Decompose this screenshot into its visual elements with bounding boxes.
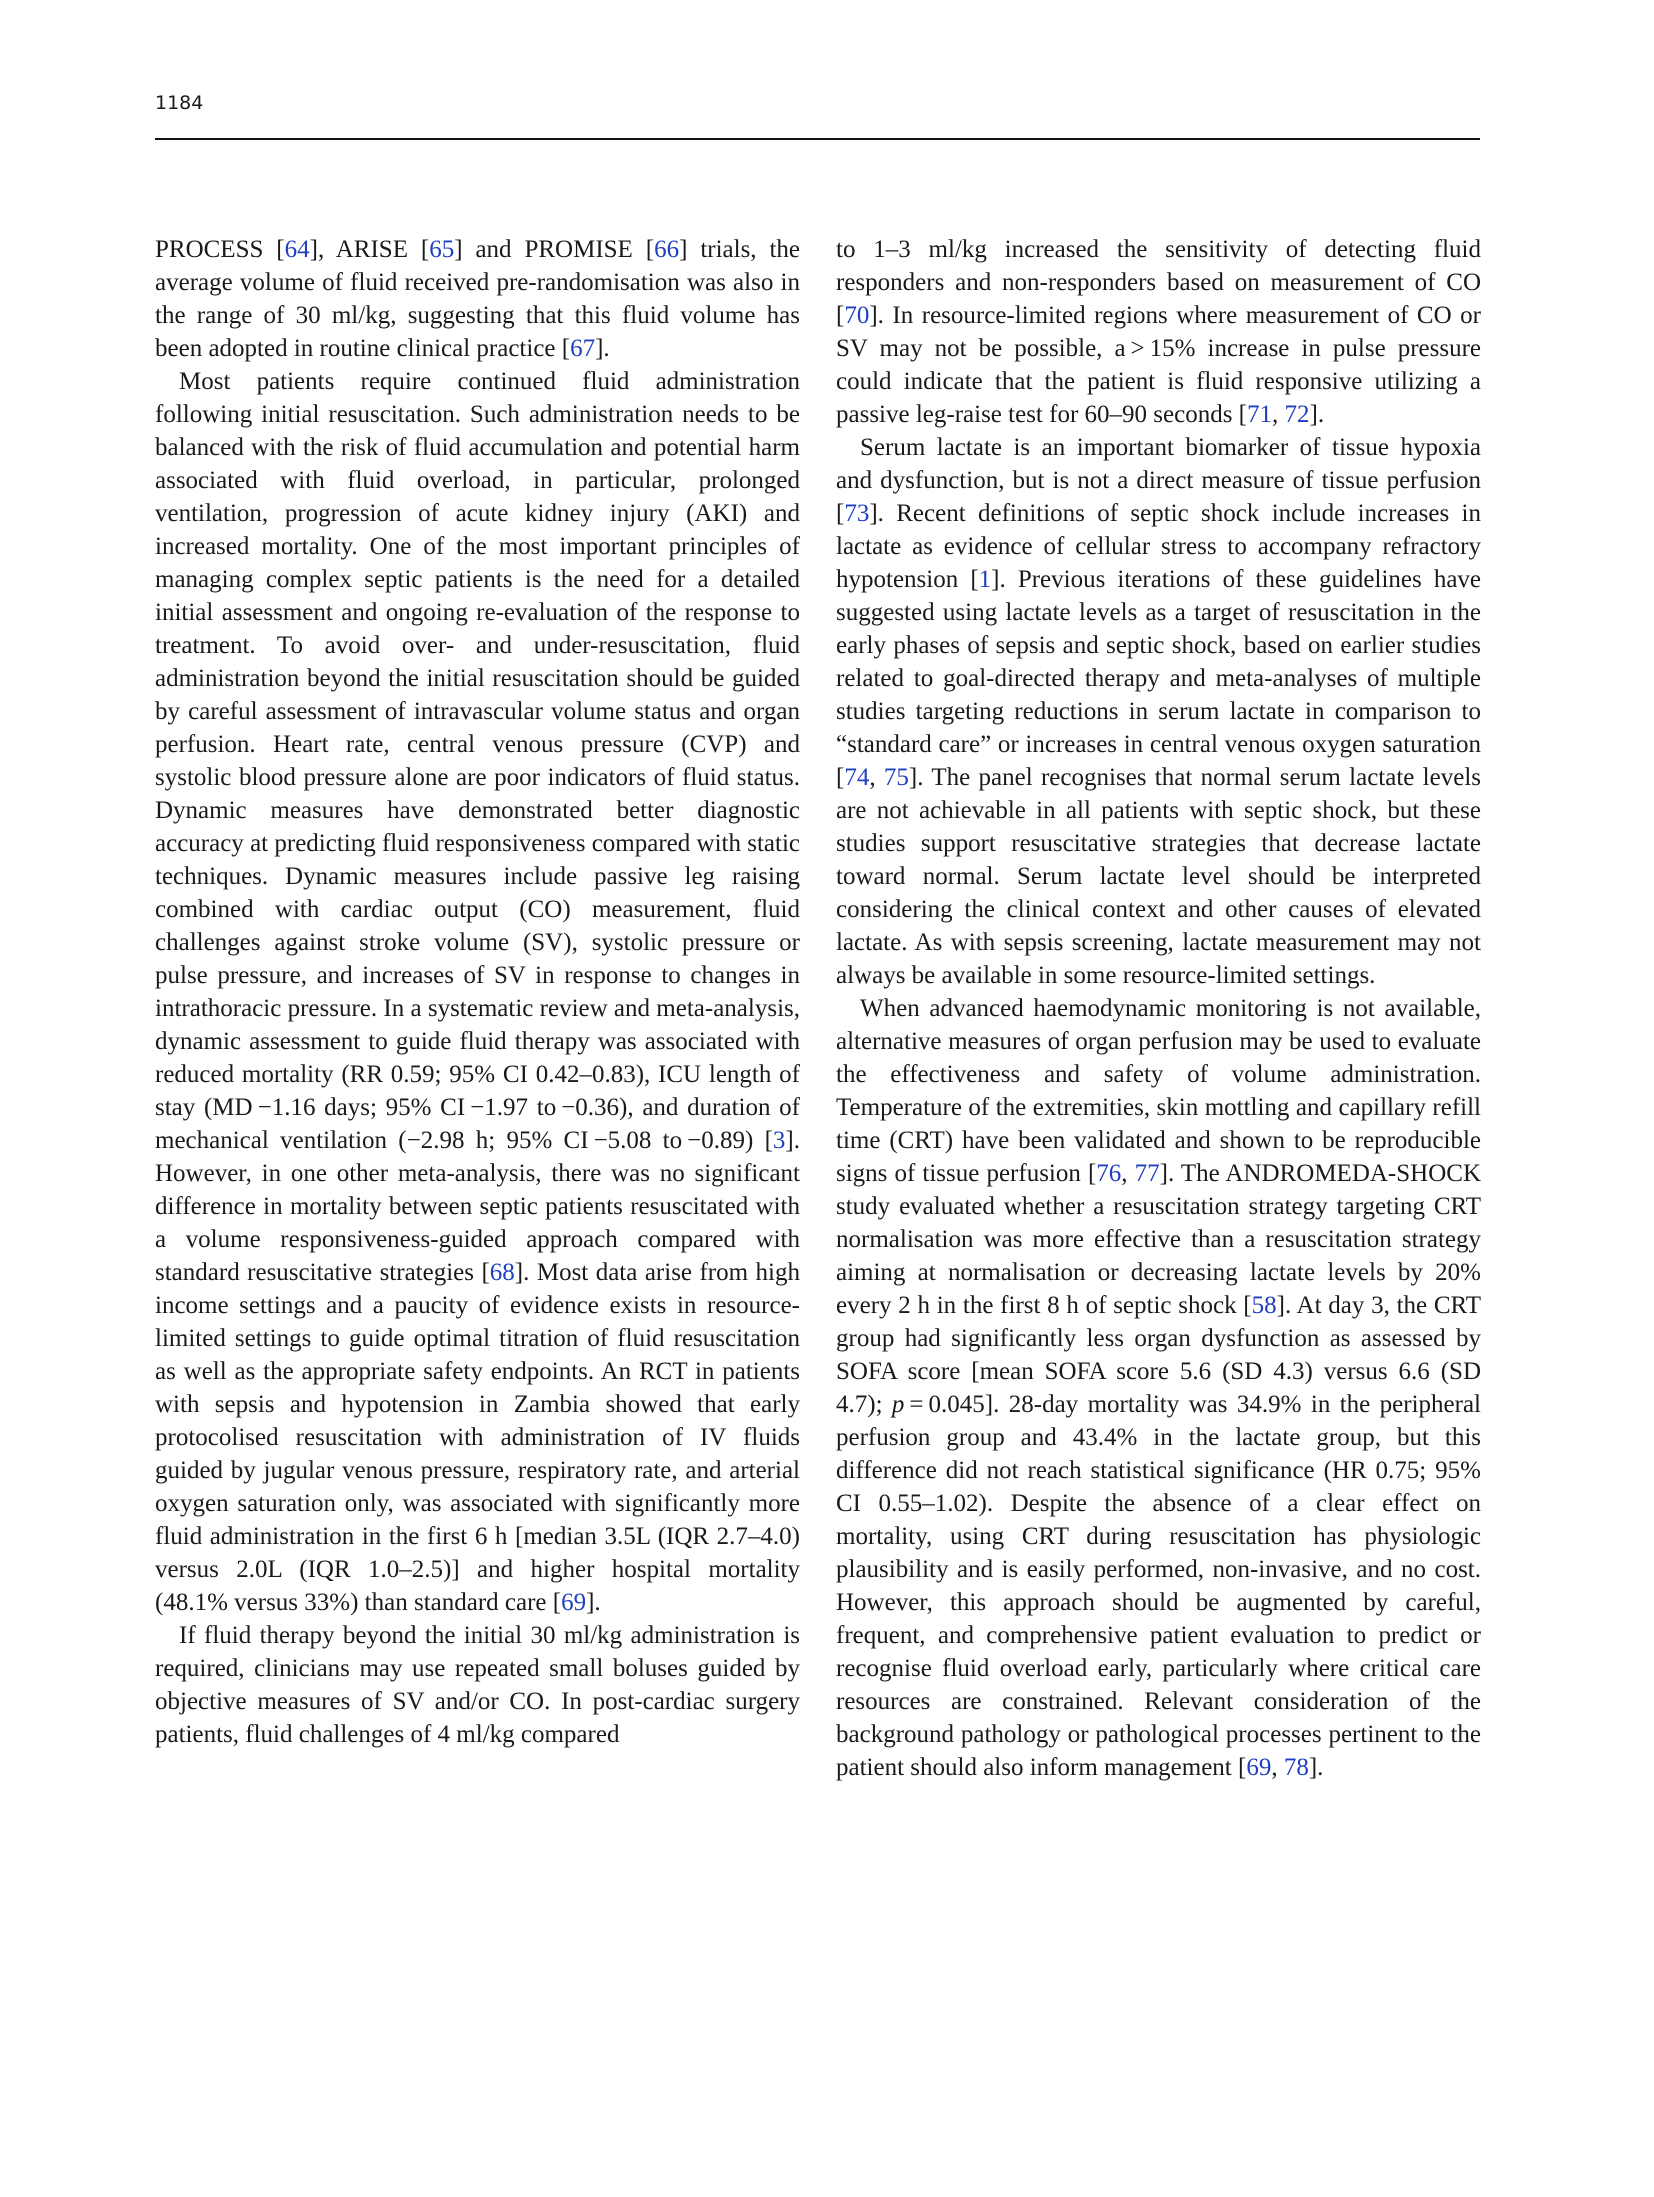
text-run: ]. The ANDROMEDA-SHOCK study evaluated whether a resuscitation strategy targeting CRT normalisation was more effective than a resuscitation strategy aiming at normalisation or decreasing lactate levels by 20% every 2 h in the first 8 h of septic shock [ (836, 1160, 1482, 1319)
citation-link[interactable]: 73 (844, 500, 870, 527)
page-number: 1184 (155, 92, 204, 114)
text-run: , (1271, 1754, 1284, 1781)
citation-link[interactable]: 67 (570, 335, 596, 362)
text-run: ]. The panel recognises that normal serum lactate levels are not achievable in all patients with septic shock, but these studies support resuscitative strategies that decrease lactate toward normal. Serum lactate level should be interpreted considering the clinical context and other causes of elevated lactate. As with sepsis screening, lactate measurement may not always be available in some resource-limited settings. (836, 764, 1481, 989)
citation-link[interactable]: 70 (844, 302, 870, 329)
p-value-symbol: p (891, 1391, 905, 1418)
citation-link[interactable]: 76 (1096, 1160, 1122, 1187)
header-rule (155, 138, 1480, 140)
text-run: ]. In resource-limited regions where measurement of CO or SV may not be possible, a > 15% increase in pulse pressure could indicate that the patient is fluid responsive utilizing a passive leg-raise test for 60–90 seconds [ (836, 302, 1481, 428)
text-run: ]. (595, 335, 610, 362)
text-run: ]. (1309, 401, 1325, 428)
citation-link[interactable]: 66 (654, 236, 680, 263)
text-run: PROCESS [ (155, 236, 285, 263)
text-run: ]. (1308, 1754, 1324, 1781)
right-column (836, 233, 1481, 1784)
citation-link[interactable]: 72 (1284, 401, 1310, 428)
text-run: ]. However, in one other meta-analysis, there was no significant difference in mortality between septic patients resuscitated with a volume responsiveness-guided approach compared with standard resuscitative strategies [ (155, 1127, 800, 1286)
citation-link[interactable]: 69 (1246, 1754, 1272, 1781)
paragraph (836, 992, 1481, 1784)
text-run: When advanced haemodynamic monitoring is not available, alternative measures of organ perfusion may be used to evaluate the effectiveness and safety of volume administration. Temperature of the extremities, skin mottling and capillary refill time (CRT) have been validated and shown to be reproducible signs of tissue perfusion [ (836, 995, 1481, 1187)
text-run: Serum lactate is an important biomarker of tissue hypoxia and dysfunction, but is not a direct measure of tissue perfusion [ (836, 434, 1481, 527)
text-run: Most patients require continued fluid administration following initial resuscitation. Such administration needs to be balanced with the risk of fluid accumulation and potential harm associated with fluid overload, in particular, prolonged ventilation, progression of acute kidney injury (AKI) and increased mortality. One of the most important principles of managing complex septic patients is the need for a detailed initial assessment and ongoing re-evaluation of the response to treatment. To avoid over- and under-resuscitation, fluid administration beyond the initial resuscitation should be guided by careful assessment of intravascular volume status and organ perfusion. Heart rate, central venous pressure (CVP) and systolic blood pressure alone are poor indicators of fluid status. Dynamic measures have demonstrated better diagnostic accuracy at predicting fluid responsiveness compared with static techniques. Dynamic measures include passive leg raising combined with cardiac output (CO) measurement, fluid challenges against stroke volume (SV), systolic pressure or pulse pressure, and increases of SV in response to changes in intrathoracic pressure. In a systematic review and meta-analysis, dynamic assessment to guide fluid therapy was associated with reduced mortality (RR 0.59; 95% CI 0.42–0.83), ICU length of stay (MD −1.16 days; 95% CI −1.97 to −0.36), and duration of mechanical ventilation (−2.98 h; 95% CI −5.08 to −0.89) [ (155, 368, 800, 1154)
text-run: , (1272, 401, 1285, 428)
paragraph (836, 431, 1481, 992)
citation-link[interactable]: 71 (1247, 401, 1272, 428)
citation-link[interactable]: 74 (844, 764, 870, 791)
paragraph (836, 233, 1481, 431)
text-run: If fluid therapy beyond the initial 30 ml/kg administration is required, clinicians may use repeated small boluses guided by objective measures of SV and/or CO. In post-cardiac surgery patients, fluid challenges of 4 ml/kg compared (155, 1622, 800, 1748)
text-run: = 0.045]. 28-day mortality was 34.9% in the peripheral perfusion group and 43.4% in the lactate group, but this difference did not reach statistical significance (HR 0.75; 95% CI 0.55–1.02). Despite the absence of a clear effect on mortality, using CRT during resuscitation has physiologic plausibility and is easily performed, non-invasive, and no cost. However, this approach should be augmented by careful, frequent, and comprehensive patient evaluation to predict or recognise fluid overload early, particularly where critical care resources are constrained. Relevant consideration of the background pathology or pathological processes pertinent to the patient should also inform management [ (836, 1391, 1481, 1781)
paragraph (155, 233, 800, 365)
citation-link[interactable]: 75 (883, 764, 909, 791)
citation-link[interactable]: 78 (1283, 1754, 1309, 1781)
citation-link[interactable]: 1 (978, 566, 992, 593)
citation-link[interactable]: 64 (284, 236, 310, 263)
paragraph (155, 1619, 800, 1751)
text-run: , (1121, 1160, 1135, 1187)
text-run: ]. At day 3, the CRT group had significantly less organ dysfunction as assessed by SOFA score [mean SOFA score 5.6 (SD 4.3) versus 6.6 (SD 4.7); (836, 1292, 1481, 1418)
citation-link[interactable]: 58 (1251, 1292, 1277, 1319)
citation-link[interactable]: 77 (1134, 1160, 1160, 1187)
text-run: to 1–3 ml/kg increased the sensitivity of detecting fluid responders and non-responders based on measurement of CO [ (836, 236, 1481, 329)
citation-link[interactable]: 69 (561, 1589, 587, 1616)
text-run: ]. Most data arise from high income settings and a paucity of evidence exists in resource-limited settings to guide optimal titration of fluid resuscitation as well as the appropriate safety endpoints. An RCT in patients with sepsis and hypotension in Zambia showed that early protocolised resuscitation with administration of IV fluids guided by jugular venous pressure, respiratory rate, and arterial oxygen saturation only, was associated with significantly more fluid administration in the first 6 h [median 3.5L (IQR 2.7–4.0) versus 2.0L (IQR 1.0–2.5)] and higher hospital mortality (48.1% versus 33%) than standard care [ (155, 1259, 800, 1616)
text-run: ], ARISE [ (309, 236, 430, 263)
paragraph (155, 365, 800, 1619)
citation-link[interactable]: 65 (429, 236, 455, 263)
text-run: ] and PROMISE [ (454, 236, 655, 263)
citation-link[interactable]: 3 (772, 1127, 786, 1154)
text-run: ]. Previous iterations of these guidelines have suggested using lactate levels as a target of resuscitation in the early phases of sepsis and septic shock, based on earlier studies related to goal-directed therapy and meta-analyses of multiple studies targeting reductions in serum lactate in comparison to “standard care” or increases in central venous oxygen saturation [ (836, 566, 1482, 791)
text-run: , (869, 764, 884, 791)
citation-link[interactable]: 68 (489, 1259, 515, 1286)
text-run: ]. Recent definitions of septic shock include increases in lactate as evidence of cellular stress to accompany refractory hypotension [ (836, 500, 1481, 593)
text-run: ]. (586, 1589, 601, 1616)
text-run: ] trials, the average volume of fluid received pre-randomisation was also in the range of 30 ml/kg, suggesting that this fluid volume has been adopted in routine clinical practice [ (155, 236, 801, 362)
left-column (155, 233, 800, 1751)
